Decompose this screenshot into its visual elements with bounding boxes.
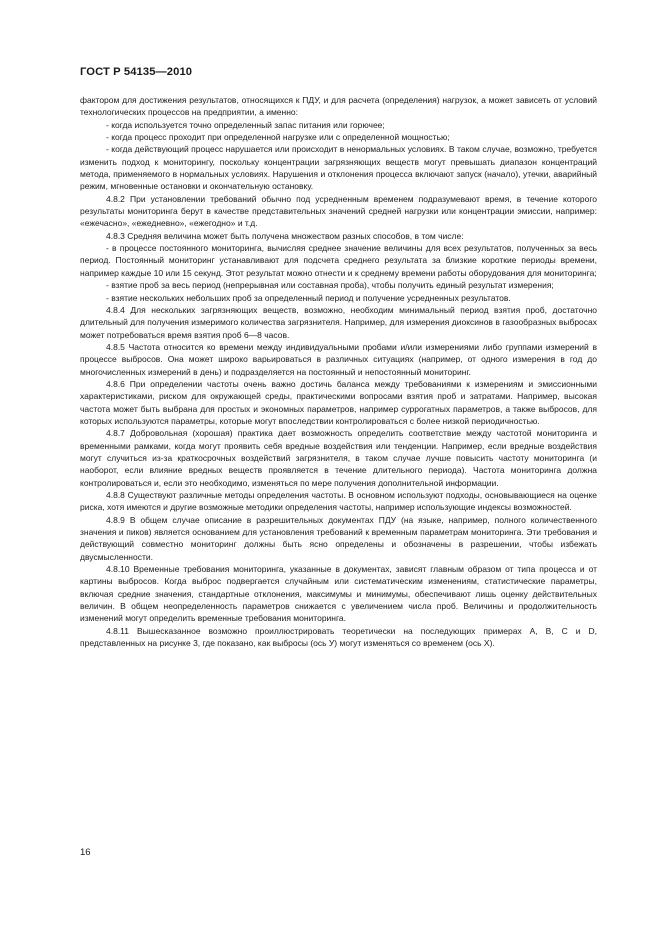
list-item: - когда процесс проходит при определенной нагрузке или с определенной мощностью;: [106, 132, 450, 143]
paragraph-4-8-9: 4.8.9 В общем случае описание в разрешительных документах ПДУ (на языке, например, полного количественного значения и пиков) является основанием для установления требований к временным параметрам мониторинга. Эти требования и действующий совместно мониторинг должны быть ясно определены и обозначены в разрешении, чтобы избежать двусмысленности.: [80, 514, 597, 562]
list-item: - взятие проб за весь период (непрерывная или составная проба), чтобы получить единый результат измерения;: [106, 280, 554, 291]
document-header: ГОСТ Р 54135—2010: [80, 66, 193, 78]
list-item: - взятие нескольких небольших проб за определенный период и получение усредненных результатов.: [106, 292, 511, 303]
paragraph-4-8-5: 4.8.5 Частота относится ко времени между индивидуальными пробами и/или измерениями либо группами измерений в процессе выбросов. Она может широко варьироваться в различных ситуациях (например, от одного измерения в год до многочисленных измерений в день) и подразделяется на постоянный и непостоянный мониторинг.: [80, 341, 597, 377]
paragraph: фактором для достижения результатов, относящихся к ПДУ, и для расчета (определения) нагрузок, а может зависеть от условий технологических процессов на предприятии, а именно:: [80, 95, 597, 118]
document-body: [80, 94, 597, 649]
page-number: 16: [80, 847, 91, 858]
paragraph-4-8-10: 4.8.10 Временные требования мониторинга, указанные в документах, зависят главным образом от типа процесса и от картины выбросов. Когда выброс подвергается случайным или систематическим изменениям, статистические параметры, включая средние значения, стандартные отклонения, максимумы и минимумы, обеспечивают лишь оценку действительных величин. В общем неопределенность параметров снижается с увеличением числа проб. Величины и продолжительность изменений могут определить временные требования мониторинга.: [80, 564, 597, 624]
paragraph-4-8-8: 4.8.8 Существуют различные методы определения частоты. В основном используют подходы, основывающиеся на оценке риска, хотя имеются и другие возможные методики определения частоты, например использующие индексы возможностей.: [80, 490, 597, 513]
paragraph-4-8-11: 4.8.11 Вышесказанное возможно проиллюстрировать теоретически на последующих примерах А, В, С и D, представленных на рисунке 3, где показано, как выбросы (ось У) могут изменяться со временем (ось Х).: [80, 625, 597, 649]
paragraph-4-8-6: 4.8.6 При определении частоты очень важно достичь баланса между требованиями к измерениям и эмиссионными характеристиками, риском для окружающей среды, практическими вопросами взятия проб и затратами. Например, высокая частота может быть выбрана для простых и экономных параметров, например суррогатных параметров, а также выбросов, для которых используются параметры, которые могут впоследствии контролироваться с более низкой периодичностью.: [80, 378, 597, 426]
list-item: - в процессе постоянного мониторинга, вычисляя среднее значение величины для всех результатов, полученных за весь период. Постоянный мониторинг устанавливают для подсчета среднего результата за близкие короткие периоды времени, например каждые 10 или 15 секунд. Этот результат можно отнести и к среднему времени работы оборудования для мониторинга;: [80, 243, 597, 278]
paragraph-4-8-3: 4.8.3 Средняя величина может быть получена множеством разных способов, в том числе:: [106, 230, 464, 241]
paragraph-4-8-4: 4.8.4 Для нескольких загрязняющих веществ, возможно, необходим минимальный период взятия проб, достаточно длительный для получения измеримого количества загрязнителя. Например, для измерения диоксинов в газообразных выбросах может потребоваться время взятия проб 6—8 часов.: [80, 304, 597, 340]
paragraph-4-8-2: 4.8.2 При установлении требований обычно под усредненным временем подразумевают время, в течение которого результаты мониторинга берут в качестве представительных значений средней нагрузки или концентрации эмиссии, например: «ежечасно», «ежедневно», «ежегодно» и т.д.: [80, 193, 597, 229]
list-item: - когда используется точно определенный запас питания или горючее;: [106, 119, 385, 130]
list-item: - когда действующий процесс нарушается или происходит в ненормальных условиях. В таком случае, возможно, требуется изменить подход к мониторингу, поскольку концентрации загрязняющих веществ могут превышать диапазон концентраций метода, применяемого в нормальных условиях. Нарушения и отклонения процесса включают запуск (начало), утечки, аварийный режим, мгновенные остановки и окончательную остановку.: [80, 144, 597, 192]
paragraph-4-8-7: 4.8.7 Добровольная (хорошая) практика дает возможность определить соответствие между частотой мониторинга и временными рамками, когда могут проявить себя вредные воздействия или тенденции. Например, если вредные воздействия могут случиться из-за краткосрочных воздействий загрязнителя, в таком случае лучше повысить частоту мониторинга (и наоборот, если влияние вредных веществ проявляется в течение длительного периода). Частота мониторинга должна контролироваться и, если это необходимо, изменяться по мере получения дополнительной информации.: [80, 428, 597, 488]
